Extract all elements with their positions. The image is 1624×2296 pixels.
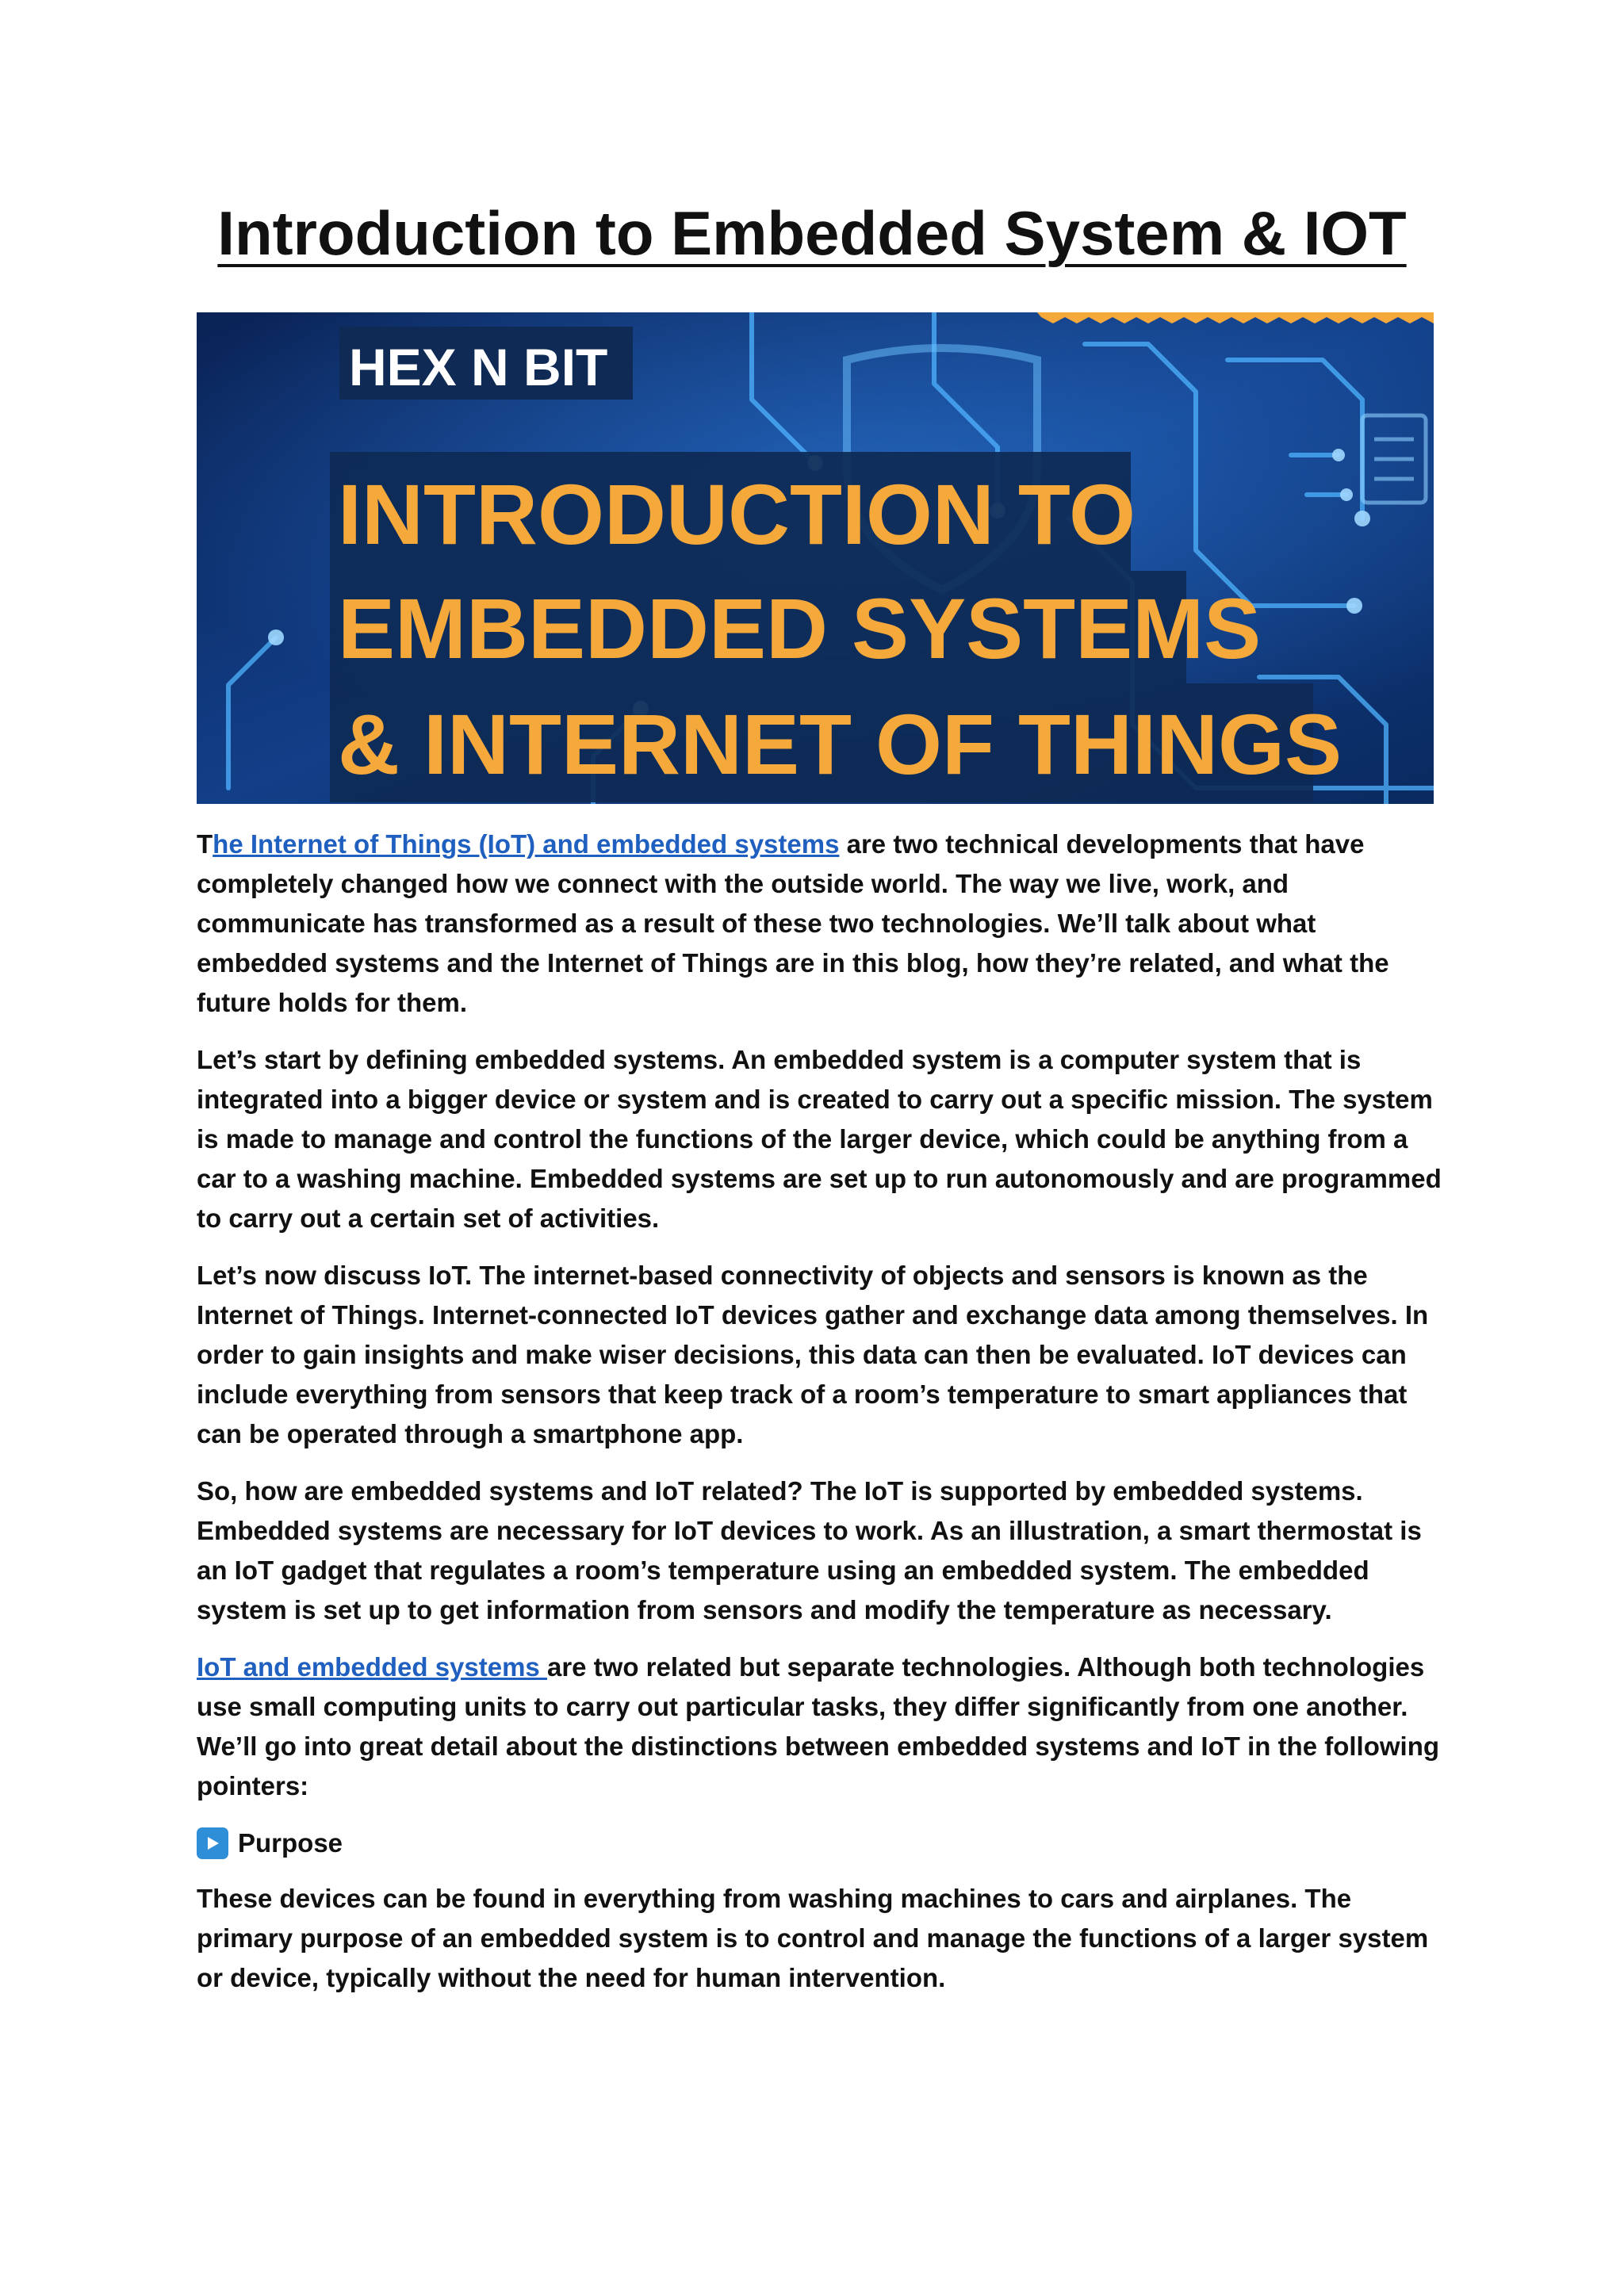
paragraph-purpose: These devices can be found in everything from washing machines to cars and airplanes. The primary purpose of an embedded system is to control and manage the functions of a larger system or device, typically without the need for human intervention. (197, 1884, 1429, 1992)
banner-image (197, 312, 1434, 804)
page-title: Introduction to Embedded System & IOT (217, 198, 1407, 268)
banner-brand: HEX N BIT (349, 338, 608, 396)
paragraph-iot: Let’s now discuss IoT. The internet-based connectivity of objects and sensors is known as the Internet of Things. Internet-connected IoT devices gather and exchange data among themselves. In order to gain insights and make wiser decisions, this data can then be evaluated. IoT devices can include everything from sensors that keep track of a room’s temperature to smart appliances that can be operated through a smartphone app. (197, 1261, 1429, 1448)
banner-line-3: & INTERNET OF THINGS (338, 696, 1342, 792)
paragraph-intro-first-letter: T (197, 829, 213, 859)
paragraph-intro (197, 825, 1443, 1023)
paragraph-embedded-systems: Let’s start by defining embedded systems. An embedded system is a computer system that is integrated into a bigger device or system and is created to carry out a specific mission. The system is made to manage and control the functions of the larger device, which could be anything from a car to a washing machine. Embedded systems are set up to run autonomously and are programmed to carry out a certain set of activities. (197, 1045, 1442, 1233)
paragraph-relation: So, how are embedded systems and IoT related? The IoT is supported by embedded systems. Embedded systems are necessary for IoT devices to work. As an illustration, a smart thermostat is an IoT gadget that regulates a room’s temperature using an embedded system. The embedded system is set up to get information from sensors and modify the temperature as necessary. (197, 1476, 1422, 1624)
section-heading-purpose (197, 1823, 1443, 1863)
banner-line-1: INTRODUCTION TO (338, 466, 1136, 562)
iot-embedded-systems-link[interactable]: he Internet of Things (IoT) and embedded systems (213, 829, 840, 859)
play-button-icon (197, 1827, 228, 1859)
paragraph-intro-text: are two technical developments that have completely changed how we connect with the outside world. The way we live, work, and communicate has transformed as a result of these two technologies. We’ll talk about what embedded systems and the Internet of Things are in this blog, how they’re related, and what the future holds for them. (197, 829, 1389, 1017)
circuit-banner-graphic (197, 312, 1434, 804)
banner-line-2: EMBEDDED SYSTEMS (338, 580, 1262, 676)
paragraph-differences-text: are two related but separate technologies. Although both technologies use small computing units to carry out particular tasks, they differ significantly from one another. We’ll go into great detail about the distinctions between embedded systems and IoT in the following pointers: (197, 1652, 1440, 1800)
article-body (197, 825, 1443, 2015)
iot-and-embedded-systems-link[interactable]: IoT and embedded systems (197, 1652, 547, 1682)
section-heading-label: Purpose (238, 1828, 343, 1858)
paragraph-differences (197, 1647, 1443, 1806)
